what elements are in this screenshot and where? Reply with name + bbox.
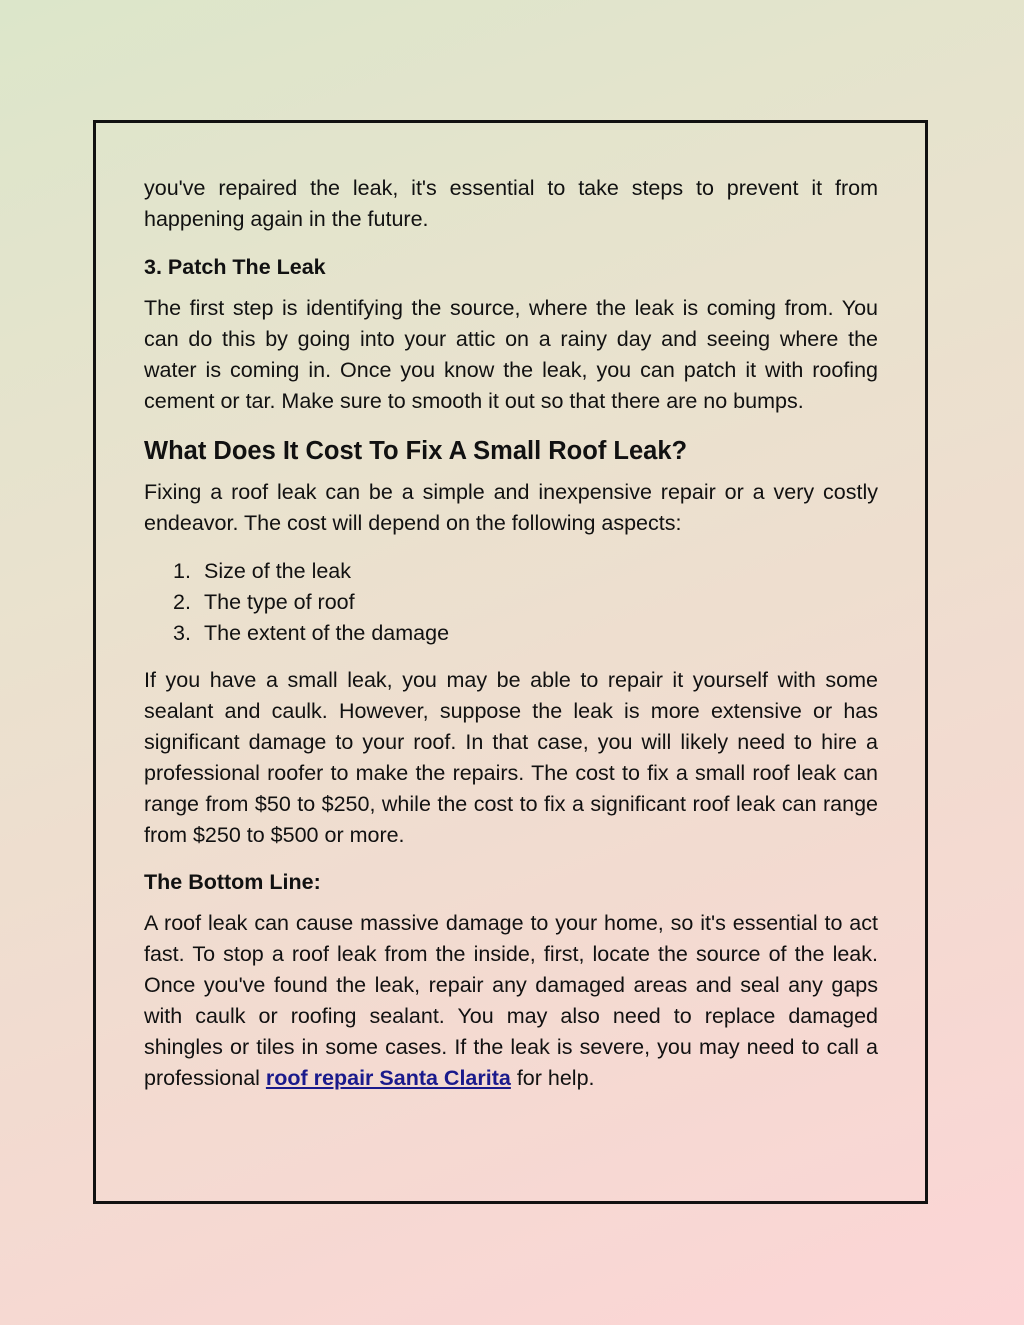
intro-paragraph: you've repaired the leak, it's essential to take steps to prevent it from happening again in the future. (144, 176, 878, 231)
bottom-line-text-end: for help. (510, 1066, 595, 1090)
list-item-text: Size of the leak (204, 559, 352, 583)
patch-paragraph: The first step is identifying the source, where the leak is coming from. You can do this by going into your attic on a rainy day and seeing where the water is coming in. Once you know the leak, you can patch it with roofing cement or tar. Make sure to smooth it out so that there are no bumps. (144, 296, 878, 413)
list-item (144, 556, 878, 587)
cost-heading: What Does It Cost To Fix A Small Roof Leak? (144, 437, 688, 465)
patch-heading: 3. Patch The Leak (144, 255, 326, 279)
list-item-number: 1. (173, 559, 191, 583)
list-item-text: The extent of the damage (204, 621, 450, 645)
document-content (144, 173, 878, 1094)
roof-repair-link[interactable]: roof repair Santa Clarita (265, 1066, 511, 1090)
document-frame (93, 120, 928, 1204)
cost-detail-paragraph: If you have a small leak, you may be able to repair it yourself with some sealant and caulk. However, suppose the leak is more extensive or has significant damage to your roof. In that case, you will likely need to hire a professional roofer to make the repairs. The cost to fix a small roof leak can range from $50 to $250, while the cost to fix a significant roof leak can range from $250 to $500 or more. (144, 668, 878, 847)
cost-factors-list (144, 556, 878, 649)
cost-paragraph: Fixing a roof leak can be a simple and inexpensive repair or a very costly endeavor. The cost will depend on the following aspects: (144, 480, 878, 535)
bottom-line-text: A roof leak can cause massive damage to your home, so it's essential to act fast. To stop a roof leak from the inside, first, locate the source of the leak. Once you've found the leak, repair any damaged areas and seal any gaps with caulk or roofing sealant. You may also need to replace damaged shingles or tiles in some cases. If the leak is severe, you may need to call a professional (144, 911, 878, 1090)
bottom-line-paragraph (144, 908, 878, 1094)
bottom-line-heading: The Bottom Line: (144, 870, 321, 894)
list-item (144, 587, 878, 618)
list-item-text: The type of roof (204, 590, 355, 614)
list-item-number: 2. (173, 590, 191, 614)
list-item-number: 3. (173, 621, 191, 645)
list-item (144, 618, 878, 649)
